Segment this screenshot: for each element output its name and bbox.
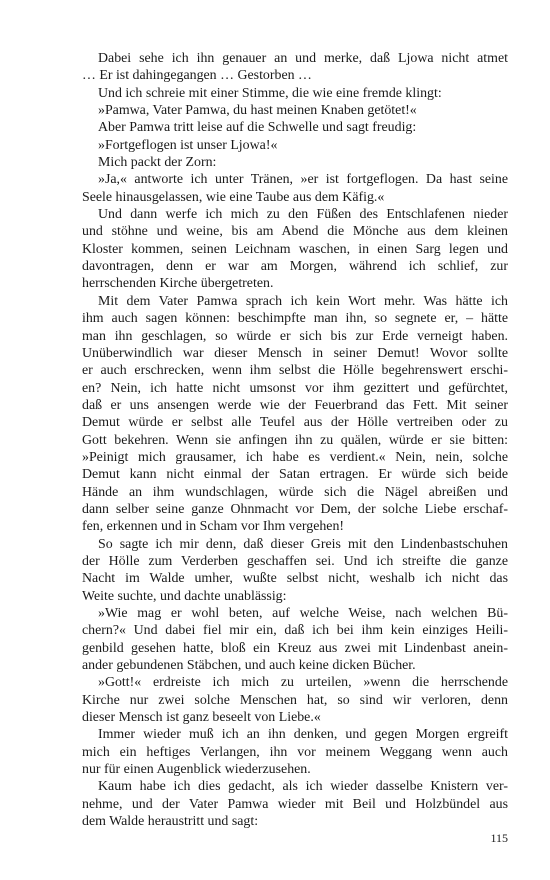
text-line: Kirche nur zwei solche Menschen hat, so sind wir verloren, denn — [82, 692, 508, 708]
text-line: genbild gesehen hatte, bloß ein Kreuz aus zwei mit Lindenbast anein- — [82, 640, 508, 656]
text-line: Nacht im Walde umher, wußte selbst nicht, weshalb ich nicht das — [82, 571, 508, 587]
text-line: er auch erschrecken, wenn ihm selbst die Hölle begehrenswert erschi- — [82, 363, 508, 379]
text-line: nur für einen Augenblick wiederzusehen. — [82, 762, 311, 778]
text-line: Und ich schreie mit einer Stimme, die wie eine fremde klingt: — [98, 85, 442, 101]
text-line: Gott bekehren. Wenn sie anfingen ihn zu quälen, würde er sie bitten: — [82, 432, 508, 448]
text-line: Mit dem Vater Pamwa sprach ich kein Wort mehr. Was hätte ich — [98, 293, 508, 309]
paragraph — [82, 102, 508, 119]
text-line: Kaum habe ich dies gedacht, als ich wieder dasselbe Knistern ver- — [98, 779, 508, 795]
text-line: Unüberwindlich war dieser Mensch in seiner Demut! Wovor sollte — [82, 345, 508, 361]
paragraph — [82, 293, 508, 536]
text-line: Weite suchte, und dachte unablässig: — [82, 588, 287, 604]
text-line: davontragen, denn er war am Morgen, während ich schlief, zur — [82, 259, 508, 275]
paragraph — [82, 85, 508, 102]
text-line: herrschenden Kirche übergetreten. — [82, 276, 274, 292]
text-line: ihm auch sagen können: beschimpfte man ihn, so segnete er, – hätte — [82, 311, 508, 327]
text-line: Aber Pamwa tritt leise auf die Schwelle und sagt freudig: — [98, 120, 417, 136]
paragraph — [82, 778, 508, 830]
body-text — [82, 50, 508, 830]
paragraph — [82, 536, 508, 605]
text-line: dieser Mensch ist ganz beseelt von Liebe.« — [82, 710, 321, 726]
paragraph — [82, 605, 508, 674]
text-line: Mich packt der Zorn: — [98, 155, 217, 171]
paragraph — [82, 50, 508, 85]
text-line: fen, erkennen und in Scham vor Ihm vergehen! — [82, 519, 345, 535]
paragraph — [82, 674, 508, 726]
paragraph — [82, 154, 508, 171]
paragraph — [82, 206, 508, 293]
text-line: Seele hinausgelassen, wie eine Taube aus dem Käfig.« — [82, 189, 385, 205]
text-line: chern?« Und dabei fiel mir ein, daß ich bei ihm kein einziges Heili- — [82, 623, 508, 639]
text-line: nehme, und der Vater Pamwa wieder mit Beil und Holzbündel aus — [82, 796, 508, 812]
text-line: Immer wieder muß ich an ihn denken, und gegen Morgen ergreift — [98, 727, 508, 743]
text-line: So sagte ich mir denn, daß dieser Greis mit den Lindenbastschuhen — [98, 536, 508, 552]
text-line: Dabei sehe ich ihn genauer an und merke, daß Ljowa nicht atmet — [98, 51, 508, 66]
text-line: Demut kann nicht einmal der Satan ertragen. Er würde sich beide — [82, 467, 508, 483]
text-line: ander gebundenen Stäbchen, und auch keine dicken Bücher. — [82, 658, 416, 674]
page-number: 115 — [490, 831, 508, 845]
paragraph — [82, 171, 508, 206]
text-line: »Fortgeflogen ist unser Ljowa!« — [98, 137, 278, 153]
text-line: dem Walde heraustritt und sagt: — [82, 814, 259, 830]
text-line: »Pamwa, Vater Pamwa, du hast meinen Knaben getötet!« — [98, 103, 417, 119]
text-line: Hände an ihm wundschlagen, würde sich die Nägel abreißen und — [82, 484, 508, 500]
text-line: man ihn geschlagen, so würde er sich bis zur Erde verneigt haben. — [82, 328, 508, 344]
text-line: »Gott!« erdreiste ich mich zu urteilen, »wenn die herrschende — [98, 675, 508, 691]
text-line: … Er ist dahingegangen … Gestorben … — [82, 68, 312, 84]
text-line: Und dann werfe ich mich zu den Füßen des Entschlafenen nieder — [98, 207, 508, 223]
text-line: en? Nein, ich hatte nicht umsonst vor ihm gezittert und gefürchtet, — [82, 380, 508, 396]
text-line: »Ja,« antworte ich unter Tränen, »er ist fortgeflogen. Da hast seine — [98, 172, 508, 188]
text-line: dann selber seine ganze Ohnmacht vor Dem, der solche Liebe erschaf- — [82, 501, 508, 517]
text-line: Demut würde er selbst alle Teufel aus der Hölle vertreiben oder zu — [82, 415, 508, 431]
text-line: »Wie mag er wohl beten, auf welche Weise, nach welchen Bü- — [98, 606, 508, 621]
paragraph — [82, 137, 508, 154]
paragraph — [82, 726, 508, 778]
text-line: und stöhne und weine, bis am Abend die Mönche aus dem kleinen — [82, 224, 508, 240]
text-line: Kloster kommen, seinen Leichnam waschen, in einen Sarg legen und — [82, 241, 508, 257]
text-line: daß er uns ansengen werde wie der Feuerbrand das Fett. Mit seiner — [82, 397, 508, 413]
paragraph — [82, 119, 508, 136]
text-line: »Peinigt mich grausamer, ich habe es verdient.« Nein, nein, solche — [82, 449, 508, 465]
text-line: der Hölle zum Verderben geschaffen sei. Und ich streifte die ganze — [82, 553, 508, 569]
text-line: mich ein heftiges Verlangen, ihn vor meinem Weggang wenn auch — [82, 744, 508, 760]
